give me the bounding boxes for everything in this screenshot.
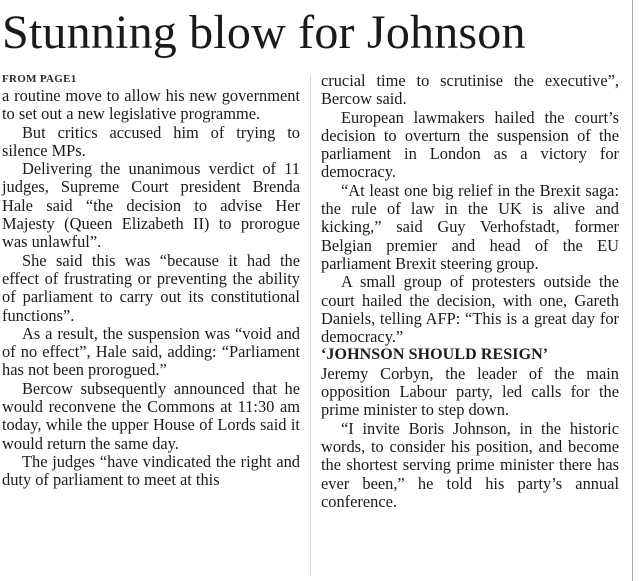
paragraph: “At least one big relief in the Brexit saga: the rule of law in the UK is alive and kicking,” said Guy Verhofstadt, former Belgian premier and head of the EU parliament Brexit steering group.	[321, 180, 619, 273]
paragraph: “I invite Boris Johnson, in the historic words, to consider his position, and become the shortest serving prime minister there has ever been,” he told his party’s annual conference.	[321, 418, 619, 511]
left-column	[2, 72, 300, 490]
paragraph: Delivering the unanimous verdict of 11 judges, Supreme Court president Brenda Hale said “the decision to advise Her Majesty (Queen Elizabeth II) to prorogue was unlawful”.	[2, 159, 300, 252]
subheading: ‘JOHNSON SHOULD RESIGN’	[321, 346, 549, 364]
paragraph: The judges “have vindicated the right and duty of parliament to meet at this	[2, 451, 300, 490]
paragraph: Bercow subsequently announced that he would reconvene the Commons at 11:30 am today, while the upper House of Lords said it would return the same day.	[2, 378, 300, 453]
paragraph: European lawmakers hailed the court’s decision to overturn the suspension of the parliament in London as a victory for democracy.	[321, 107, 619, 182]
paragraph: She said this was “because it had the effect of frustrating or preventing the ability of parliament to carry out its constitutional functions”.	[2, 250, 300, 325]
paragraph: A small group of protesters outside the court hailed the decision, with one, Gareth Daniels, telling AFP: “This is a great day for democracy.”	[321, 272, 619, 347]
kicker-from-page: FROM PAGE1	[2, 73, 77, 85]
paragraph: Jeremy Corbyn, the leader of the main opposition Labour party, led calls for the prime minister to step down.	[321, 363, 619, 420]
headline: Stunning blow for Johnson	[2, 6, 526, 59]
paragraph: As a result, the suspension was “void and of no effect”, Hale said, adding: “Parliament has not been prorogued.”	[2, 323, 300, 380]
paragraph: a routine move to allow his new government to set out a new legislative programme.	[2, 86, 300, 124]
column-divider	[310, 76, 311, 576]
paragraph: crucial time to scrutinise the executive”, Bercow said.	[321, 71, 619, 109]
right-column	[321, 72, 619, 511]
page-edge-rule	[632, 0, 633, 581]
paragraph: But critics accused him of trying to silence MPs.	[2, 122, 300, 160]
